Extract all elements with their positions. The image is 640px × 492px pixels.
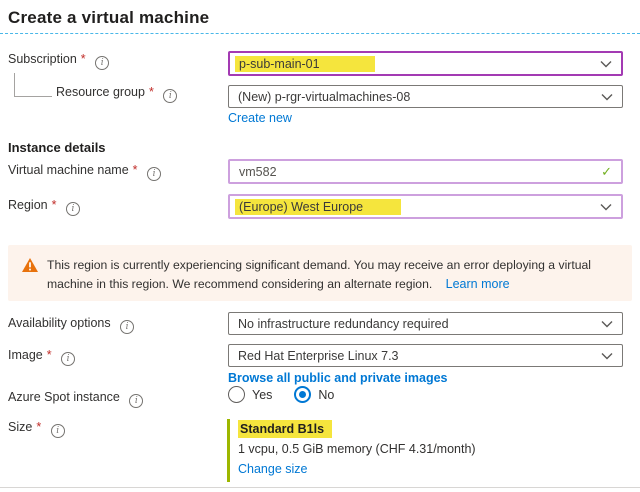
subscription-label <box>8 52 109 70</box>
required-asterisk: * <box>80 52 86 66</box>
page-title: Create a virtual machine <box>8 8 210 27</box>
availability-options-label <box>8 316 134 334</box>
subscription-label-text: Subscription <box>8 52 77 66</box>
availability-options-dropdown[interactable] <box>228 312 623 335</box>
warning-text-block <box>47 256 618 301</box>
info-icon[interactable]: i <box>163 89 177 103</box>
info-icon[interactable]: i <box>61 352 75 366</box>
vm-name-label-text: Virtual machine name <box>8 163 129 177</box>
size-label-text: Size <box>8 420 33 434</box>
radio-no-label[interactable]: No <box>318 387 335 402</box>
required-asterisk: * <box>36 420 42 434</box>
radio-yes[interactable] <box>228 386 245 403</box>
size-value: Standard B1ls <box>238 420 332 438</box>
required-asterisk: * <box>132 163 138 177</box>
size-label <box>8 420 65 438</box>
image-label <box>8 348 75 366</box>
subscription-value: p-sub-main-01 <box>235 56 375 72</box>
size-summary-block <box>227 419 623 482</box>
info-icon[interactable]: i <box>147 167 161 181</box>
size-description: 1 vcpu, 0.5 GiB memory (CHF 4.31/month) <box>238 442 476 456</box>
resource-group-value: (New) p-rgr-virtualmachines-08 <box>238 89 411 104</box>
info-icon[interactable]: i <box>129 394 143 408</box>
instance-details-header: Instance details <box>8 140 106 155</box>
info-icon[interactable]: i <box>66 202 80 216</box>
chevron-down-icon <box>601 320 613 328</box>
chevron-down-icon <box>600 60 612 68</box>
browse-images-link[interactable]: Browse all public and private images <box>228 371 448 385</box>
required-asterisk: * <box>51 198 57 212</box>
availability-options-value: No infrastructure redundancy required <box>238 316 449 331</box>
info-icon[interactable]: i <box>51 424 65 438</box>
image-value: Red Hat Enterprise Linux 7.3 <box>238 348 399 363</box>
region-warning-banner <box>8 245 632 301</box>
subscription-dropdown[interactable] <box>228 51 623 76</box>
radio-yes-label[interactable]: Yes <box>252 387 273 402</box>
azure-spot-label <box>8 390 143 408</box>
region-label <box>8 198 80 216</box>
radio-dot <box>299 391 306 398</box>
availability-options-label-text: Availability options <box>8 316 111 330</box>
warning-icon <box>22 258 38 301</box>
warning-message: This region is currently experiencing significant demand. You may receive an error deploying a virtual machine in this region. We recommend considering an alternate region. <box>47 258 591 291</box>
info-icon[interactable]: i <box>120 320 134 334</box>
required-asterisk: * <box>46 348 52 362</box>
image-dropdown[interactable] <box>228 344 623 367</box>
vm-name-label <box>8 163 161 181</box>
region-label-text: Region <box>8 198 48 212</box>
azure-spot-label-text: Azure Spot instance <box>8 390 120 404</box>
info-icon[interactable]: i <box>95 56 109 70</box>
change-size-link[interactable]: Change size <box>238 462 308 476</box>
chevron-down-icon <box>601 93 613 101</box>
azure-spot-radio-group <box>228 386 356 403</box>
create-new-link[interactable]: Create new <box>228 111 292 125</box>
learn-more-link[interactable]: Learn more <box>445 276 510 291</box>
radio-no[interactable] <box>294 386 311 403</box>
vm-name-value: vm582 <box>239 164 277 179</box>
image-label-text: Image <box>8 348 43 362</box>
region-value: (Europe) West Europe <box>235 199 401 215</box>
resource-group-connector <box>14 73 52 97</box>
resource-group-label-text: Resource group <box>56 85 145 99</box>
bottom-divider <box>0 487 640 488</box>
resource-group-dropdown[interactable] <box>228 85 623 108</box>
valid-check-icon: ✓ <box>601 163 612 179</box>
chevron-down-icon <box>601 352 613 360</box>
region-dropdown[interactable] <box>228 194 623 219</box>
vm-name-input[interactable] <box>228 159 623 184</box>
required-asterisk: * <box>148 85 154 99</box>
resource-group-label <box>56 85 177 103</box>
dashed-divider <box>0 33 640 34</box>
chevron-down-icon <box>600 203 612 211</box>
